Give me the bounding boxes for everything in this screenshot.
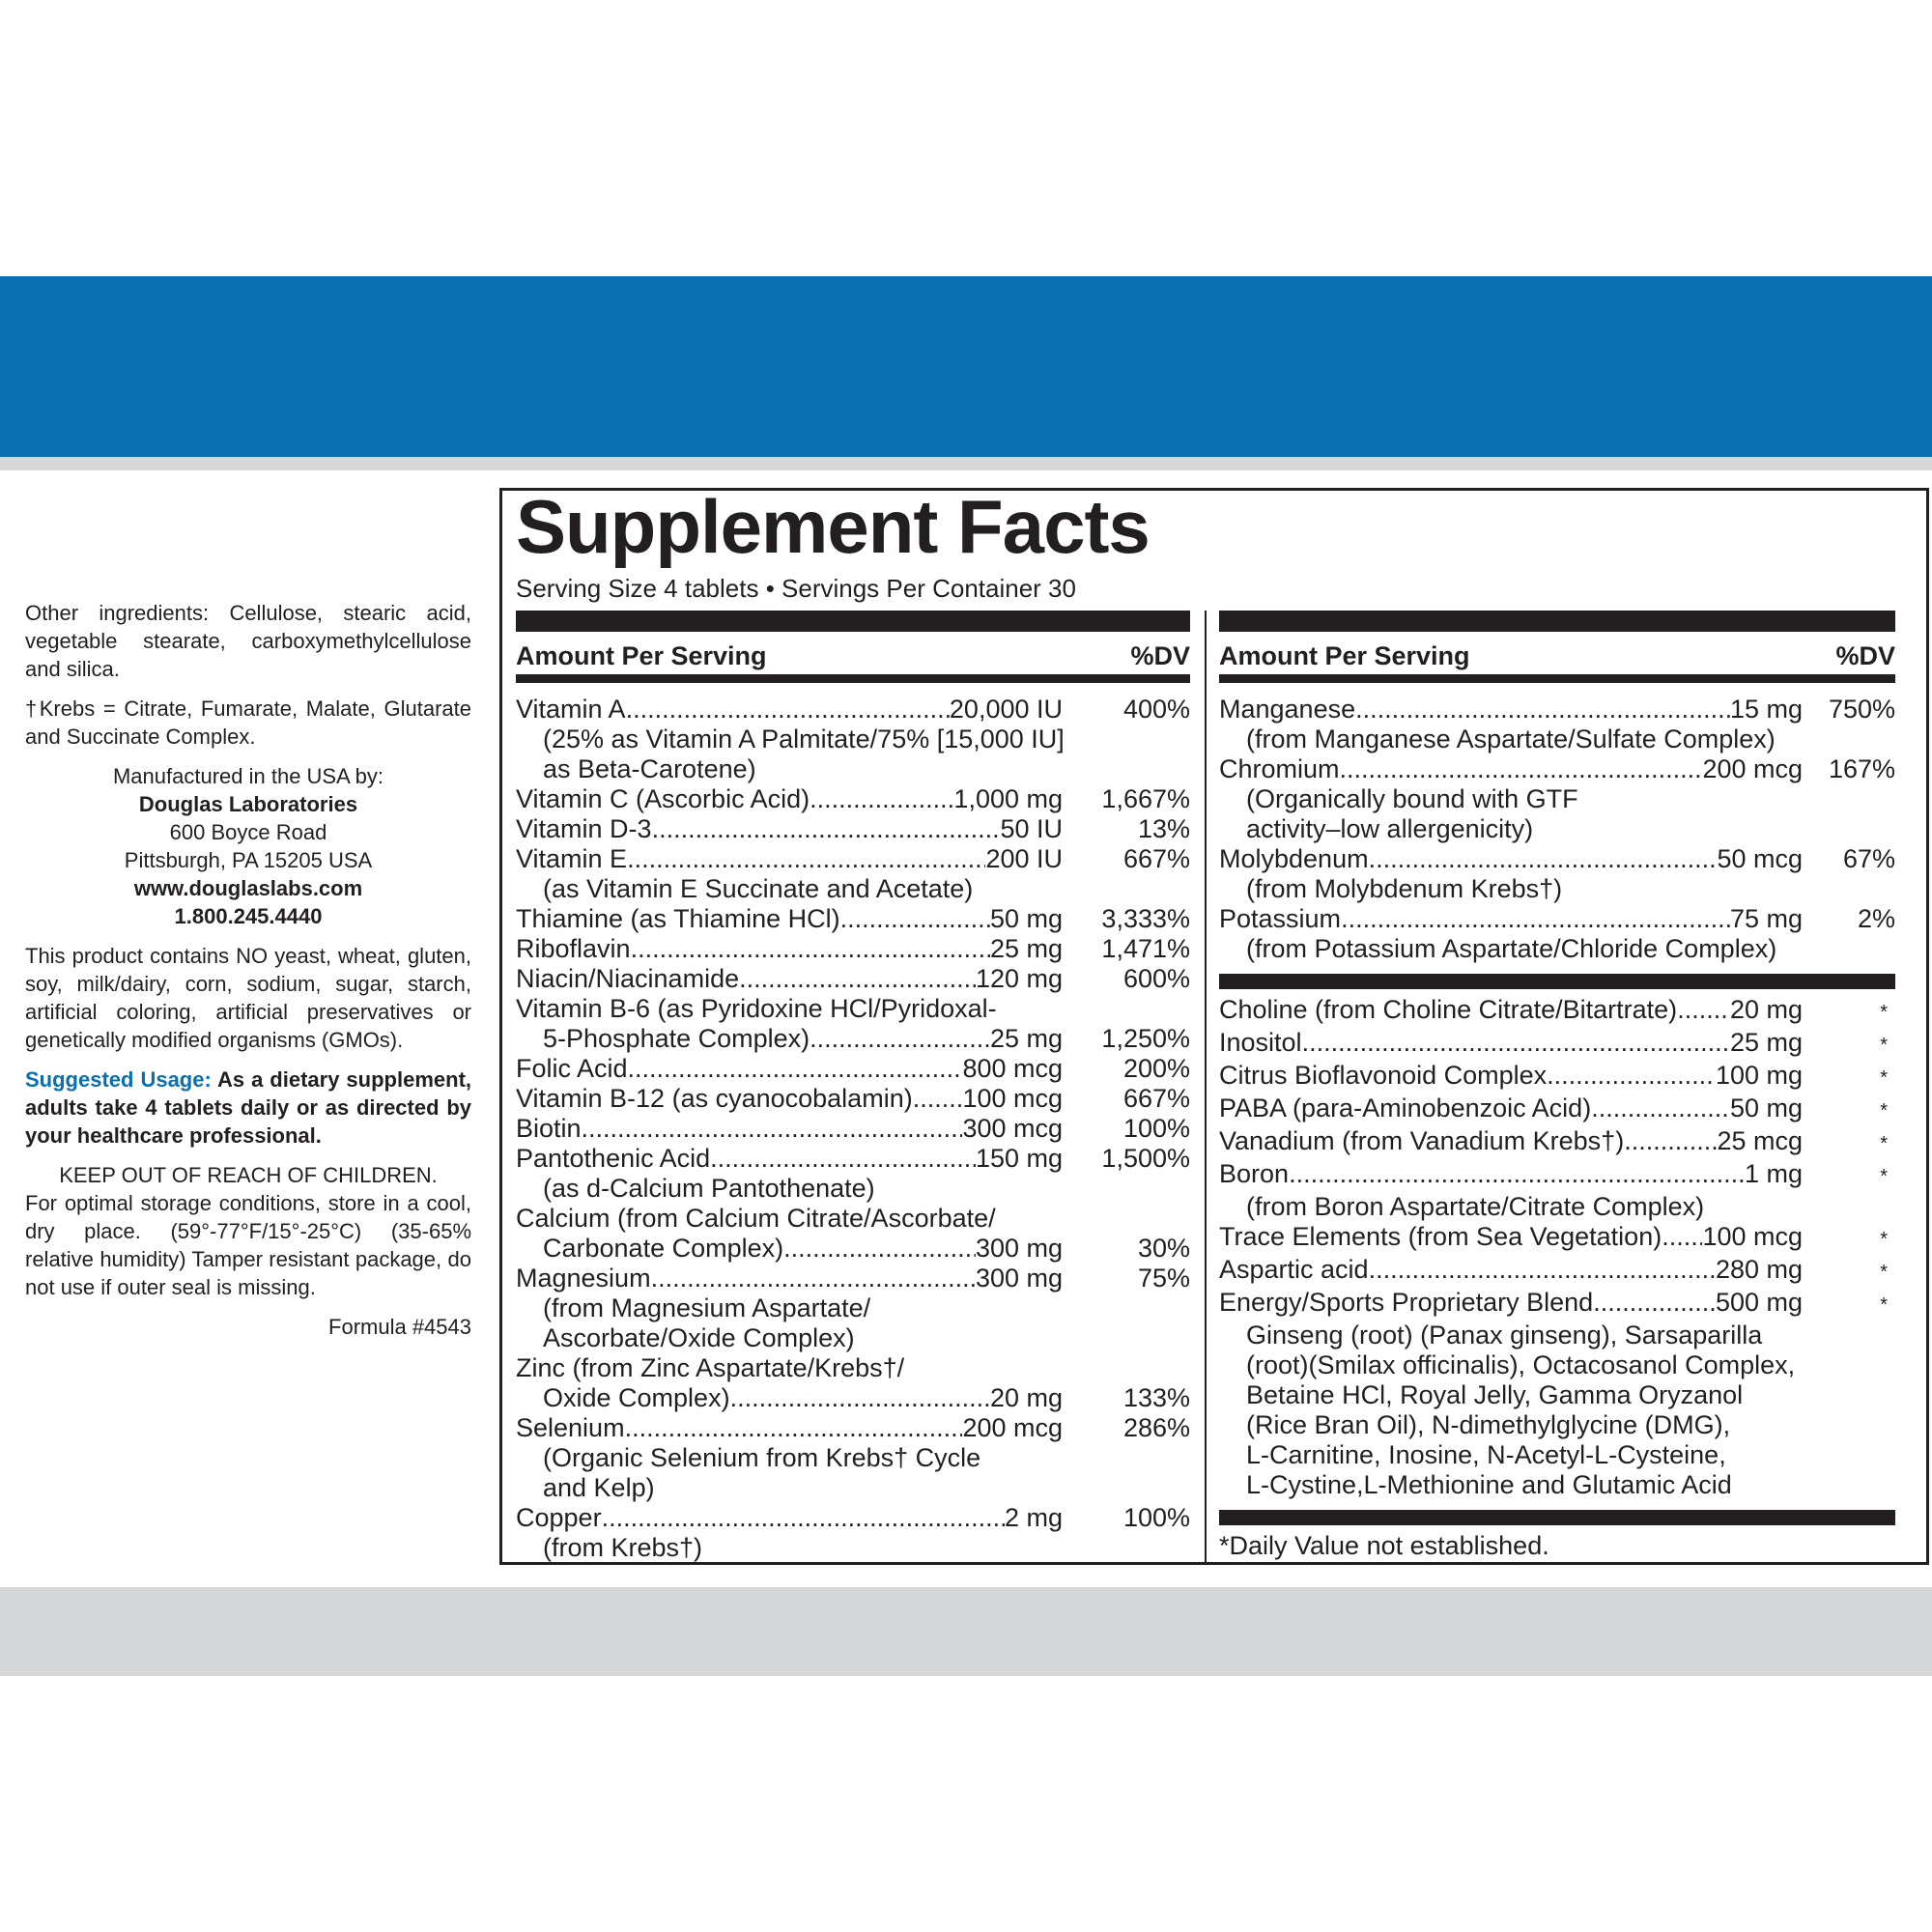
manufacturer-website: www.douglaslabs.com xyxy=(133,876,363,900)
nutrient-name-text: Pantothenic Acid xyxy=(516,1144,711,1173)
nutrient-source: (25% as Vitamin A Palmitate/75% [15,000 IU] xyxy=(543,724,1065,753)
nutrient-line xyxy=(1219,1094,1895,1126)
nutrient-name xyxy=(516,1054,962,1084)
nutrient-amount: 25 mg xyxy=(1729,1028,1803,1057)
thick-rule xyxy=(516,611,1190,632)
nutrient-row xyxy=(1219,1288,1895,1500)
nutrient-dv: 750% xyxy=(1828,695,1895,724)
column-divider xyxy=(1205,611,1207,1562)
nutrient-line xyxy=(516,934,1190,964)
nutrient-name xyxy=(516,784,953,814)
nutrient-line xyxy=(1219,1255,1895,1288)
nutrient-row xyxy=(1219,1255,1895,1288)
dot-leader xyxy=(1355,695,1730,724)
nutrient-name-text: Potassium xyxy=(1219,904,1342,933)
nutrient-name xyxy=(1219,1094,1730,1123)
nutrient-row xyxy=(516,784,1190,814)
krebs-note: †Krebs = Citrate, Fumarate, Malate, Glutarate and Succinate Complex. xyxy=(25,696,471,749)
nutrient-source: activity–low allergenicity) xyxy=(1246,814,1534,843)
thick-rule xyxy=(1219,611,1895,632)
nutrient-source: L-Cystine,L-Methionine and Glutamic Acid xyxy=(1246,1470,1732,1499)
dot-leader xyxy=(582,1114,963,1144)
nutrient-dv: 667% xyxy=(1122,844,1190,873)
nutrient-amount: 1,000 mg xyxy=(953,784,1063,813)
nutrient-line xyxy=(516,695,1190,724)
nutrient-name-text: Inositol xyxy=(1219,1028,1302,1057)
other-ingredients: Other ingredients: Cellulose, stearic acid, vegetable stearate, carboxymethylcellulose and silica. xyxy=(25,601,471,681)
dot-leader xyxy=(1369,1255,1716,1285)
serving-info: Serving Size 4 tablets • Servings Per Container 30 xyxy=(516,574,1076,603)
manufacturer-intro: Manufactured in the USA by: xyxy=(112,764,384,788)
nutrient-amount: 15 mg xyxy=(1729,695,1803,724)
header-blue-band xyxy=(0,276,1932,457)
nutrient-dv: * xyxy=(1880,1035,1888,1056)
nutrient-source: Ascorbate/Oxide Complex) xyxy=(543,1323,855,1352)
nutrient-line xyxy=(516,1024,1190,1054)
nutrient-name-text: Oxide Complex) xyxy=(543,1383,730,1412)
nutrient-name-text: Vitamin D-3 xyxy=(516,814,652,843)
nutrient-line xyxy=(516,1383,1190,1413)
supplement-facts-panel xyxy=(499,484,1929,1565)
dot-leader xyxy=(602,1503,1005,1533)
nutrient-name xyxy=(516,1234,976,1264)
dot-leader xyxy=(1340,754,1703,784)
nutrient-line xyxy=(516,964,1190,994)
nutrient-line xyxy=(516,784,1190,814)
nutrient-line xyxy=(1219,1061,1895,1094)
nutrient-name xyxy=(1219,695,1730,724)
daily-value-footnote: *Daily Value not established. xyxy=(1219,1531,1549,1560)
nutrient-amount: 300 mg xyxy=(975,1264,1063,1293)
nutrient-name xyxy=(516,814,1000,844)
nutrient-amount: 100 mcg xyxy=(962,1084,1063,1113)
nutrient-row xyxy=(516,1144,1190,1204)
nutrient-amount: 200 mcg xyxy=(1702,754,1803,783)
dot-leader xyxy=(627,844,985,874)
nutrient-source: (from Potassium Aspartate/Chloride Complex) xyxy=(1246,934,1777,963)
nutrient-line xyxy=(1219,995,1895,1028)
nutrient-row xyxy=(1219,1028,1895,1061)
nutrient-amount: 150 mg xyxy=(975,1144,1063,1173)
nutrient-row xyxy=(516,844,1190,904)
nutrient-line xyxy=(1219,1159,1895,1192)
nutrient-row xyxy=(516,1413,1190,1503)
nutrient-line xyxy=(516,1264,1190,1293)
dot-leader xyxy=(1677,995,1730,1025)
nutrient-dv: * xyxy=(1880,1229,1888,1250)
nutrient-source: (from Boron Aspartate/Citrate Complex) xyxy=(1246,1192,1705,1221)
manufacturer-street: 600 Boyce Road xyxy=(169,820,327,844)
nutrient-amount: 50 mg xyxy=(989,904,1063,933)
nutrient-amount: 25 mcg xyxy=(1717,1126,1803,1155)
nutrient-dv: 1,500% xyxy=(1101,1144,1190,1173)
nutrient-amount: 25 mg xyxy=(989,934,1063,963)
nutrient-amount: 50 mcg xyxy=(1717,844,1803,873)
nutrient-name-line: Vitamin B-6 (as Pyridoxine HCl/Pyridoxal- xyxy=(516,994,997,1023)
nutrient-name-text: Folic Acid xyxy=(516,1054,628,1083)
nutrient-line xyxy=(1219,1126,1895,1159)
nutrient-dv: 75% xyxy=(1137,1264,1190,1293)
facts-right-column xyxy=(1219,611,1895,1561)
dv-header: %DV xyxy=(1835,641,1895,670)
dot-leader xyxy=(626,695,950,724)
nutrient-dv: 167% xyxy=(1828,754,1895,783)
dot-leader xyxy=(1662,1222,1702,1252)
nutrient-line xyxy=(516,1144,1190,1174)
nutrient-amount: 50 IU xyxy=(1000,814,1063,843)
footer-gray-band xyxy=(0,1587,1932,1676)
dot-leader xyxy=(1593,1288,1716,1318)
nutrient-dv: 286% xyxy=(1122,1413,1190,1442)
nutrient-dv: * xyxy=(1880,1002,1888,1023)
facts-left-column xyxy=(516,611,1190,1563)
nutrient-name-text: Thiamine (as Thiamine HCl) xyxy=(516,904,840,933)
nutrient-line xyxy=(516,814,1190,844)
nutrient-source: Betaine HCl, Royal Jelly, Gamma Oryzanol xyxy=(1246,1380,1744,1409)
nutrient-line xyxy=(516,1054,1190,1084)
nutrient-row xyxy=(516,695,1190,784)
nutrient-name xyxy=(516,1144,976,1174)
nutrient-amount: 280 mg xyxy=(1715,1255,1803,1284)
nutrient-amount: 20 mg xyxy=(989,1383,1063,1412)
nutrient-row xyxy=(1219,1094,1895,1126)
nutrient-name-text: Selenium xyxy=(516,1413,625,1442)
nutrient-name xyxy=(516,964,976,994)
header-gray-stripe xyxy=(0,457,1932,470)
manufacturer-phone: 1.800.245.4440 xyxy=(174,904,323,928)
nutrient-name-text: Manganese xyxy=(1219,695,1356,724)
nutrient-dv: * xyxy=(1880,1262,1888,1283)
nutrient-name-text: Citrus Bioflavonoid Complex xyxy=(1219,1061,1548,1090)
amount-header: Amount Per Serving xyxy=(516,641,767,670)
nutrient-row xyxy=(516,814,1190,844)
nutrient-name-text: PABA (para-Aminobenzoic Acid) xyxy=(1219,1094,1592,1122)
nutrient-name xyxy=(516,934,990,964)
dot-leader xyxy=(810,1024,990,1054)
nutrient-name-text: Vitamin A xyxy=(516,695,626,724)
dot-leader xyxy=(1369,844,1718,874)
medium-rule xyxy=(1219,674,1895,683)
nutrient-line xyxy=(1219,904,1895,934)
nutrient-dv: * xyxy=(1880,1133,1888,1154)
nutrient-name xyxy=(516,1383,990,1413)
nutrient-name-text: Vitamin C (Ascorbic Acid) xyxy=(516,784,810,813)
dot-leader xyxy=(739,964,976,994)
nutrient-name-text: Boron xyxy=(1219,1159,1290,1188)
nutrient-amount: 100 mg xyxy=(1715,1061,1803,1090)
nutrient-name-text: Vitamin E xyxy=(516,844,628,873)
nutrient-row xyxy=(516,964,1190,994)
nutrient-source: (root)(Smilax officinalis), Octacosanol Complex, xyxy=(1246,1350,1796,1379)
nutrient-name xyxy=(516,1264,976,1293)
nutrient-source: (from Molybdenum Krebs†) xyxy=(1246,874,1563,903)
section-rule xyxy=(1219,1510,1895,1525)
nutrient-dv: 200% xyxy=(1122,1054,1190,1083)
column-header xyxy=(516,632,1190,672)
nutrient-line xyxy=(1219,1028,1895,1061)
dot-leader xyxy=(631,934,990,964)
suggested-usage xyxy=(25,1065,471,1150)
dot-leader xyxy=(1547,1061,1716,1091)
nutrient-amount: 300 mg xyxy=(975,1234,1063,1263)
nutrient-dv: 3,333% xyxy=(1101,904,1190,933)
manufacturer-city: Pittsburgh, PA 15205 USA xyxy=(124,848,373,872)
nutrient-dv: 1,471% xyxy=(1101,934,1190,963)
nutrient-source: Ginseng (root) (Panax ginseng), Sarsaparilla xyxy=(1246,1321,1763,1350)
free-from-statement: This product contains NO yeast, wheat, gluten, soy, milk/dairy, corn, sodium, sugar, starch, artificial coloring, artificial preservatives or genetically modified organisms (GMOs). xyxy=(25,944,471,1052)
nutrient-name-text: Copper xyxy=(516,1503,602,1532)
nutrient-amount: 100 mcg xyxy=(1702,1222,1803,1251)
nutrient-line xyxy=(516,844,1190,874)
medium-rule xyxy=(516,674,1190,683)
nutrient-source: as Beta-Carotene) xyxy=(543,754,756,783)
nutrient-name xyxy=(516,1503,1005,1533)
dv-header: %DV xyxy=(1130,641,1190,670)
nutrient-name xyxy=(516,1413,962,1443)
nutrient-amount: 75 mg xyxy=(1729,904,1803,933)
nutrient-name xyxy=(1219,904,1730,934)
column-header xyxy=(1219,632,1895,672)
nutrient-name-text: 5-Phosphate Complex) xyxy=(543,1024,810,1053)
nutrient-line xyxy=(1219,754,1895,784)
nutrient-name xyxy=(1219,754,1702,784)
nutrient-line xyxy=(516,1413,1190,1443)
nutrient-amount: 500 mg xyxy=(1715,1288,1803,1317)
dot-leader xyxy=(1591,1094,1730,1123)
nutrient-name-line: Calcium (from Calcium Citrate/Ascorbate/ xyxy=(516,1204,996,1233)
nutrient-row xyxy=(1219,995,1895,1028)
nutrient-list-right-nodv xyxy=(1219,995,1895,1500)
nutrient-name xyxy=(1219,1222,1702,1252)
nutrient-name-text: Vitamin B-12 (as cyanocobalamin) xyxy=(516,1084,913,1113)
nutrient-line xyxy=(1219,695,1895,724)
nutrient-dv: 1,250% xyxy=(1101,1024,1190,1053)
nutrient-row xyxy=(1219,1222,1895,1255)
nutrient-name-text: Aspartic acid xyxy=(1219,1255,1369,1284)
nutrient-row xyxy=(1219,1061,1895,1094)
nutrient-name-text: Energy/Sports Proprietary Blend xyxy=(1219,1288,1594,1317)
suggested-usage-text: As a dietary supplement, adults take 4 tablets daily or as directed by your healthcare professional. xyxy=(25,1067,472,1148)
nutrient-amount: 20,000 IU xyxy=(949,695,1063,724)
nutrient-row xyxy=(516,1084,1190,1114)
nutrient-dv: * xyxy=(1880,1166,1888,1187)
dot-leader xyxy=(913,1084,963,1114)
nutrient-row xyxy=(516,994,1190,1054)
nutrient-name-text: Riboflavin xyxy=(516,934,631,963)
nutrient-name xyxy=(1219,1126,1717,1156)
nutrient-source: (from Magnesium Aspartate/ xyxy=(543,1293,871,1322)
nutrient-name-text: Biotin xyxy=(516,1114,582,1143)
nutrient-name-text: Chromium xyxy=(1219,754,1340,783)
manufacturer-block xyxy=(25,762,471,930)
nutrient-dv: 100% xyxy=(1122,1503,1190,1532)
nutrient-name xyxy=(1219,1028,1730,1058)
nutrient-dv: 133% xyxy=(1122,1383,1190,1412)
nutrient-name xyxy=(516,1084,962,1114)
nutrient-dv: * xyxy=(1880,1100,1888,1122)
nutrient-dv: * xyxy=(1880,1067,1888,1089)
dot-leader xyxy=(710,1144,976,1174)
nutrient-source: (from Krebs†) xyxy=(543,1533,703,1562)
suggested-usage-label: Suggested Usage: xyxy=(25,1067,212,1092)
nutrient-name-text: Magnesium xyxy=(516,1264,651,1293)
nutrient-name xyxy=(1219,1159,1745,1189)
nutrient-row xyxy=(516,904,1190,934)
nutrient-dv: 100% xyxy=(1122,1114,1190,1143)
nutrient-row xyxy=(1219,695,1895,754)
dot-leader xyxy=(1341,904,1730,934)
nutrient-amount: 25 mg xyxy=(989,1024,1063,1053)
nutrient-dv: 667% xyxy=(1122,1084,1190,1113)
dot-leader xyxy=(1624,1126,1717,1156)
nutrient-name xyxy=(516,1024,990,1054)
nutrient-amount: 120 mg xyxy=(975,964,1063,993)
nutrient-name xyxy=(516,1114,962,1144)
nutrient-row xyxy=(516,1054,1190,1084)
dot-leader xyxy=(730,1383,990,1413)
dot-leader xyxy=(652,814,1001,844)
nutrient-row xyxy=(1219,844,1895,904)
nutrient-source: L-Carnitine, Inosine, N-Acetyl-L-Cysteine, xyxy=(1246,1440,1726,1469)
nutrient-source: (Rice Bran Oil), N-dimethylglycine (DMG), xyxy=(1246,1410,1731,1439)
nutrient-source: and Kelp) xyxy=(543,1473,655,1502)
nutrient-name-text: Molybdenum xyxy=(1219,844,1369,873)
nutrient-name xyxy=(516,844,985,874)
nutrient-row xyxy=(1219,1159,1895,1222)
dot-leader xyxy=(840,904,990,934)
nutrient-name xyxy=(1219,1288,1716,1318)
nutrient-line xyxy=(1219,844,1895,874)
nutrient-dv: 2% xyxy=(1857,904,1895,933)
nutrient-dv: 1,667% xyxy=(1101,784,1190,813)
dot-leader xyxy=(783,1234,976,1264)
nutrient-row xyxy=(516,1264,1190,1353)
nutrient-row xyxy=(1219,904,1895,964)
nutrient-name-text: Vanadium (from Vanadium Krebs†) xyxy=(1219,1126,1625,1155)
nutrient-name-text: Trace Elements (from Sea Vegetation) xyxy=(1219,1222,1662,1251)
nutrient-line xyxy=(516,1503,1190,1533)
nutrient-amount: 200 IU xyxy=(985,844,1063,873)
nutrient-name xyxy=(1219,1061,1716,1091)
nutrient-amount: 20 mg xyxy=(1729,995,1803,1024)
nutrient-line xyxy=(1219,1222,1895,1255)
dot-leader xyxy=(1302,1028,1730,1058)
nutrient-amount: 300 mcg xyxy=(962,1114,1063,1143)
nutrient-name xyxy=(1219,1255,1716,1285)
label-left-column xyxy=(25,599,471,1341)
nutrient-source: (as d-Calcium Pantothenate) xyxy=(543,1174,875,1203)
nutrient-name-text: Choline (from Choline Citrate/Bitartrate) xyxy=(1219,995,1678,1024)
storage-text: For optimal storage conditions, store in a cool, dry place. (59°-77°F/15°-25°C) (35-65% relative humidity) Tamper resistant package, do not use if outer seal is missing. xyxy=(25,1191,471,1299)
section-rule xyxy=(1219,974,1895,989)
amount-header: Amount Per Serving xyxy=(1219,641,1470,670)
nutrient-amount: 2 mg xyxy=(1004,1503,1063,1532)
dot-leader xyxy=(651,1264,976,1293)
manufacturer-name: Douglas Laboratories xyxy=(138,792,358,816)
nutrient-dv: 13% xyxy=(1137,814,1190,843)
nutrient-source: (Organic Selenium from Krebs† Cycle xyxy=(543,1443,981,1472)
nutrient-amount: 200 mcg xyxy=(962,1413,1063,1442)
nutrient-name xyxy=(516,904,990,934)
nutrient-amount: 800 mcg xyxy=(962,1054,1063,1083)
nutrient-row xyxy=(1219,754,1895,844)
nutrient-name xyxy=(516,695,950,724)
nutrient-list-left xyxy=(516,695,1190,1563)
nutrient-line xyxy=(1219,1288,1895,1321)
warning-text: KEEP OUT OF REACH OF CHILDREN. xyxy=(59,1163,438,1187)
nutrient-amount: 50 mg xyxy=(1729,1094,1803,1122)
nutrient-line xyxy=(516,1114,1190,1144)
nutrient-dv: 30% xyxy=(1137,1234,1190,1263)
nutrient-row xyxy=(516,1204,1190,1264)
nutrient-line xyxy=(516,1234,1190,1264)
nutrient-name xyxy=(1219,844,1717,874)
nutrient-source: (as Vitamin E Succinate and Acetate) xyxy=(543,874,974,903)
nutrient-name xyxy=(1219,995,1730,1025)
nutrient-dv: 67% xyxy=(1842,844,1895,873)
nutrient-dv: 600% xyxy=(1122,964,1190,993)
formula-number: Formula #4543 xyxy=(328,1315,471,1339)
nutrient-line xyxy=(516,904,1190,934)
nutrient-list-right-dv xyxy=(1219,695,1895,964)
dot-leader xyxy=(625,1413,963,1443)
nutrient-row xyxy=(516,934,1190,964)
dot-leader xyxy=(810,784,953,814)
nutrient-dv: 400% xyxy=(1122,695,1190,724)
nutrient-dv: * xyxy=(1880,1294,1888,1316)
nutrient-line xyxy=(516,1084,1190,1114)
nutrient-row xyxy=(1219,1126,1895,1159)
dot-leader xyxy=(628,1054,963,1084)
nutrient-name-text: Niacin/Niacinamide xyxy=(516,964,740,993)
nutrient-name-line: Zinc (from Zinc Aspartate/Krebs†/ xyxy=(516,1353,905,1382)
supplement-facts-title: Supplement Facts xyxy=(516,484,1150,569)
nutrient-row xyxy=(516,1353,1190,1413)
nutrient-row xyxy=(516,1114,1190,1144)
nutrient-name-text: Carbonate Complex) xyxy=(543,1234,784,1263)
nutrient-source: (from Manganese Aspartate/Sulfate Complex) xyxy=(1246,724,1776,753)
dot-leader xyxy=(1289,1159,1745,1189)
nutrient-row xyxy=(516,1503,1190,1563)
nutrient-source: (Organically bound with GTF xyxy=(1246,784,1578,813)
nutrient-amount: 1 mg xyxy=(1744,1159,1803,1188)
